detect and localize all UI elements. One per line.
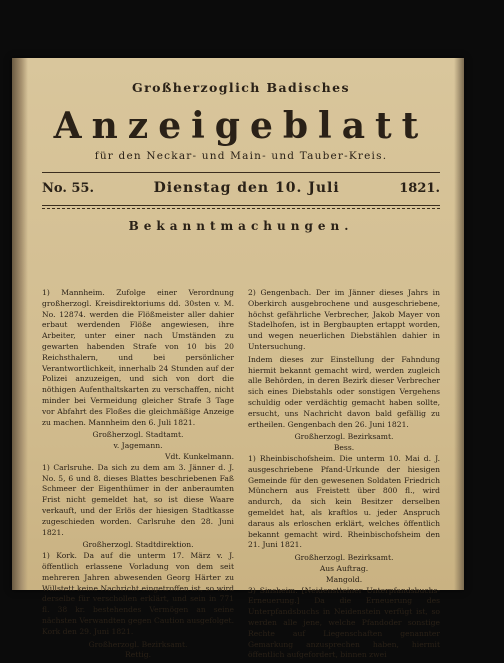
- notice-signature: Großherzogl. Bezirksamt.: [294, 432, 394, 442]
- issue-year: 1821.: [399, 181, 440, 196]
- masthead: [42, 74, 440, 235]
- notice-signature: Großherzogl. Stadtdirektion.: [82, 540, 194, 550]
- notice-paragraph: 1) Mannheim. Zufolge einer Verordnung großherzogl. Kreisdirektoriums dd. 30sten v. M. No. 12874. werden die Flößmeister aller dahier erbaut werdenden Flöße angewiesen, ihre Arbeiter, unter einer nach Umständen zu gewarten habenden Strafe von 10 bis 20 Reichsthalern, und bei persönlicher Verantwortlichkeit, innerhalb 24 Stunden auf der Polizei anzuzeigen, und sich von dort die nöthigen Aufenthaltskarten zu verschaffen, nicht minder bei Vermeidung gleicher Strafe 3 Tage vor Abfahrt des Floßes die gleichmäßige Anzeige zu machen. Mannheim den 6. Juli 1821.: [42, 288, 234, 427]
- notice-signature: Vdt. Kunkelmann.: [165, 451, 234, 461]
- notice-paragraph: 2) Gengenbach. Der im Jänner dieses Jahrs in Oberkirch ausgebrochene und ausgeschriebene, höchst gefährliche Verbrecher, Jakob Mayer von Stadelhofen, ist in Bergbaupten ertappt worden, und wegen neuerlichen Diebstählen dahier in Untersuchung.: [248, 288, 440, 351]
- masthead-rule-top: [42, 172, 440, 173]
- notice-signature: Großherzogl. Bezirksamt.: [294, 553, 394, 563]
- notice-paragraph: 1) Carlsruhe. Da sich zu dem am 3. Jänner d. J. No. 5, 6 und 8. dieses Blattes beschriebenen Faß Schmeer der Eigenthümer in der anberaumten Frist nicht gemeldet hat, so ist diese Waare verkauft, und der Erlös der hiesigen Stadtkasse zugeschieden worden. Carlsruhe den 28. Juni 1821.: [42, 462, 234, 537]
- notice-signature: v. Jagemann.: [113, 441, 163, 451]
- notice-paragraph: 1) Kork. Da auf die unterm 17. März v. J. öffentlich erlassene Vorladung von dem seit mehreren Jahren abwesenden Georg Härter zu Willstett keine Nachricht eingetroffen ist, so wird derselbe für verschollen erklärt, und sein in 771 fl. 38 kr. bestehendes Vermögen an seine nächsten Verwandten gegen Caution ausgefolget. Kork den 29. Juni 1821.: [42, 551, 234, 636]
- masthead-subtitle: für den Neckar- und Main- und Tauber-Kreis.: [94, 150, 388, 162]
- right-column: [248, 288, 440, 663]
- issue-date: Dienstag den 10. Juli: [153, 180, 340, 196]
- left-column: [42, 288, 234, 663]
- notice-paragraph: Indem dieses zur Einstellung der Fahndung hiermit bekannt gemacht wird, werden zugleich alle Behörden, in deren Bezirk dieser Verbrecher sich eines Diebstahls oder sonstigen Vergehens schuldig oder verdächtig gemacht haben sollte, ersucht, uns Nachricht davon bald gefällig zu ertheilen. Gengenbach den 26. Juni 1821.: [248, 354, 440, 429]
- masthead-title: Anzeigeblatt: [53, 105, 429, 147]
- section-title: Bekanntmachungen.: [128, 219, 354, 233]
- page-edge-right: [454, 58, 464, 590]
- notice-paragraph: 1) Rheinbischofsheim. Die unterm 10. Mai d. J. ausgeschriebene Pfand-Urkunde der hiesigen Gemeinde für den gewesenen Soldaten Friedrich Münchern aus Freistett über 800 fl., wird andurch, da sich kein Besitzer derselben gemeldet hat, als kraftlos u. jeder Anspruch daraus als erloschen erklärt, welches öffentlich bekannt gemacht wird. Rheinbischofsheim den 21. Juni 1821.: [248, 453, 440, 550]
- text-columns: [42, 288, 440, 663]
- notice-signature: Rettig.: [124, 650, 152, 660]
- notice-signature: Großherzogl. Bezirksamt.: [88, 639, 188, 649]
- notice-signature: Großherzogl. Stadtamt.: [92, 430, 184, 440]
- notice-signature: Bess.: [333, 443, 355, 453]
- issue-number: No. 55.: [42, 181, 94, 196]
- page-edge-left: [12, 58, 28, 590]
- masthead-rule-bottom: [42, 205, 440, 206]
- notice-signature: Mangold.: [325, 574, 363, 584]
- masthead-rule-wavy: [42, 208, 440, 209]
- notice-paragraph: 3) Sinsheim. [Neidenstteiner Unterpfandsbuchs-Erneuerung.] Da die Erneuerung des Unterpfandsbuchs in Neidenstein verfügt ist, so werden alle jene, welche Pfandoder sonstige Rechte auf Liegenschaften genannter Gemarkung anzusprechen haben, hiermit öffentlich aufgefordert, binnen zwei: [248, 585, 440, 660]
- masthead-line-1: Großherzoglich Badisches: [132, 80, 350, 95]
- issue-line: [42, 177, 440, 199]
- newspaper-page: [12, 58, 464, 660]
- notice-signature: Aus Auftrag.: [319, 563, 369, 573]
